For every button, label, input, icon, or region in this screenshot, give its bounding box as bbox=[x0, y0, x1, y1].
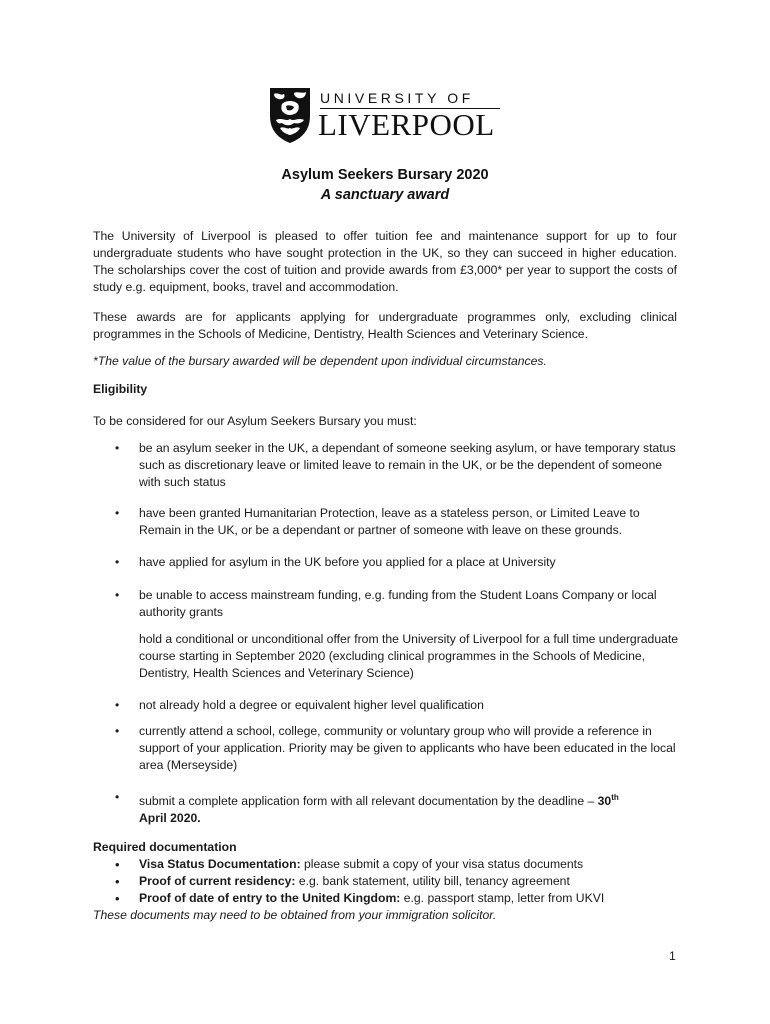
list-item bbox=[115, 505, 679, 539]
doc-text: e.g. passport stamp, letter from UKVI bbox=[403, 891, 605, 905]
list-item-text: currently attend a school, college, community or voluntary group who will provide a reference in support of your application. Priority may be given to applicants who have been educated in the local area (Merseyside) bbox=[139, 724, 676, 772]
list-item-text: not already hold a degree or equivalent higher level qualification bbox=[139, 698, 484, 712]
documents-footnote: These documents may need to be obtained from your immigration solicitor. bbox=[93, 908, 497, 922]
logo-text-bottom: LIVERPOOL bbox=[318, 107, 495, 142]
required-docs-heading: Required documentation bbox=[93, 840, 237, 854]
doc-label: Proof of current residency: bbox=[139, 874, 296, 888]
list-item-text: be an asylum seeker in the UK, a dependant of someone seeking asylum, or have temporary status such as discretionary leave or limited leave to remain in the UK, or be the dependent of someone with such status bbox=[139, 441, 676, 489]
list-item-text: have applied for asylum in the UK before you applied for a place at University bbox=[139, 555, 556, 569]
awards-scope-paragraph: These awards are for applicants applying for undergraduate programmes only, excluding clinical programmes in the Schools of Medicine, Dentistry, Health Sciences and Veterinary Science. bbox=[93, 310, 677, 341]
bullet-icon: • bbox=[115, 891, 120, 906]
list-item bbox=[115, 723, 679, 774]
list-item bbox=[115, 587, 679, 621]
list-item-text: have been granted Humanitarian Protection, leave as a stateless person, or Limited Leave to Remain in the UK, or be a dependant or partner of someone with leave on these grounds. bbox=[139, 506, 640, 537]
crest-icon bbox=[268, 86, 312, 144]
deadline-day: 30 bbox=[597, 794, 612, 809]
deadline-text: submit a complete application form with all relevant documentation by the deadline – bbox=[139, 794, 595, 809]
offer-requirement: hold a conditional or unconditional offer from the University of Liverpool for a full time undergraduate course starting in September 2020 (excluding clinical programmes in the Schools of Medicine, Dentistry, Health Sciences and Veterinary Science) bbox=[139, 632, 679, 680]
eligibility-intro: To be considered for our Asylum Seekers Bursary you must: bbox=[93, 414, 417, 428]
doc-label: Visa Status Documentation: bbox=[139, 857, 301, 871]
intro-paragraph: The University of Liverpool is pleased to offer tuition fee and maintenance support for up to four undergraduate students who have sought protection in the UK, so they can succeed in higher education. The scholarships cover the cost of tuition and provide awards from £3,000* per year to support the costs of study e.g. equipment, books, travel and accommodation. bbox=[93, 229, 677, 294]
doc-text: e.g. bank statement, utility bill, tenancy agreement bbox=[298, 874, 570, 888]
bullet-icon: • bbox=[115, 857, 120, 872]
university-logo bbox=[268, 86, 504, 148]
doc-label: Proof of date of entry to the United Kingdom: bbox=[139, 891, 401, 905]
list-item bbox=[115, 873, 679, 890]
bullet-icon: • bbox=[115, 874, 120, 889]
bullet-icon: • bbox=[115, 790, 120, 804]
list-item bbox=[115, 440, 679, 491]
deadline-month: April 2020. bbox=[139, 811, 201, 826]
doc-text: please submit a copy of your visa status documents bbox=[304, 857, 584, 871]
bullet-icon: • bbox=[115, 724, 120, 738]
bullet-icon: • bbox=[115, 588, 120, 602]
list-item bbox=[115, 554, 679, 571]
list-item bbox=[115, 856, 679, 873]
list-item bbox=[115, 697, 679, 714]
page-title: Asylum Seekers Bursary 2020 bbox=[281, 167, 489, 183]
page-number: 1 bbox=[669, 949, 676, 963]
bullet-icon: • bbox=[115, 506, 120, 520]
list-item bbox=[115, 789, 679, 827]
deadline-suffix: th bbox=[611, 793, 619, 802]
bursary-note: *The value of the bursary awarded will be dependent upon individual circumstances. bbox=[93, 354, 547, 368]
eligibility-heading: Eligibility bbox=[93, 382, 148, 396]
page-subtitle: A sanctuary award bbox=[320, 187, 450, 203]
list-item-text: be unable to access mainstream funding, e.g. funding from the Student Loans Company or local authority grants bbox=[139, 588, 657, 619]
bullet-icon: • bbox=[115, 441, 120, 455]
bullet-icon: • bbox=[115, 698, 120, 712]
logo-text-top: UNIVERSITY OF bbox=[320, 90, 474, 106]
bullet-icon: • bbox=[115, 555, 120, 569]
list-item bbox=[115, 890, 679, 907]
